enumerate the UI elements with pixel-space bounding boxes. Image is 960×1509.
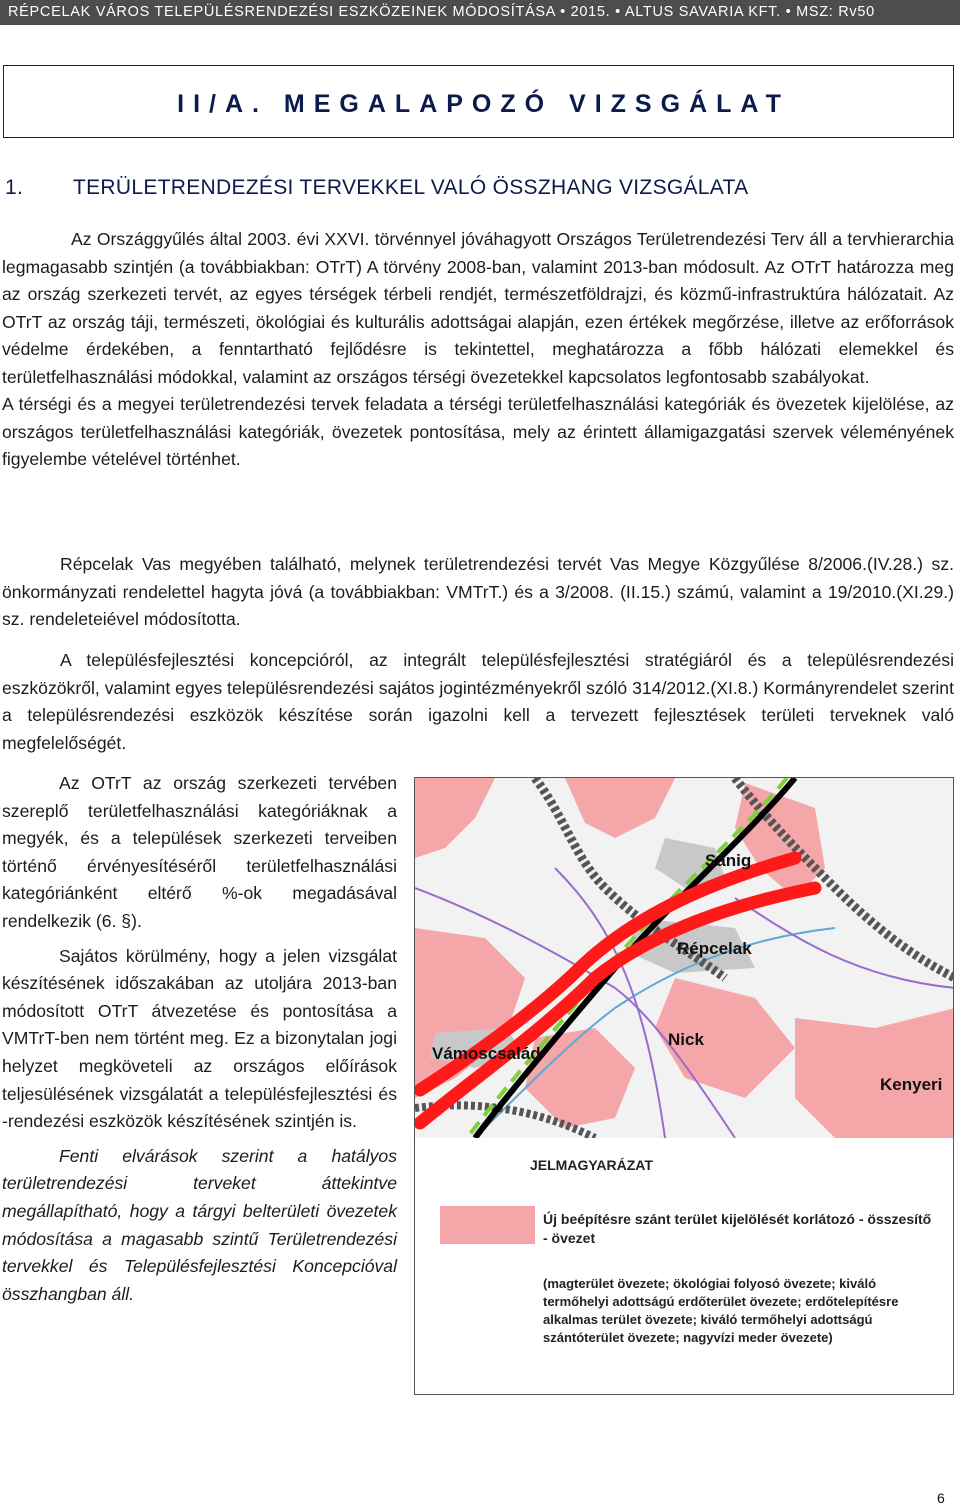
zoning-map — [414, 777, 954, 1395]
legend-note-text: (magterület övezete; ökológiai folyosó övezete; kiváló termőhelyi adottságú erdőterület övezete; erdőtelepítésre alkalmas terület övezete; kiváló termőhelyi adottságú szántóterület övezete; nagyvízi meder övezete) — [543, 1276, 899, 1345]
running-header-text: RÉPCELAK VÁROS TELEPÜLÉSRENDEZÉSI ESZKÖZEINEK MÓDOSÍTÁSA • 2015. • ALTUS SAVARIA KFT. • MSZ: Rv50 — [8, 4, 875, 20]
intro-block — [2, 226, 954, 474]
paragraph-kormanyrendelet: A településfejlesztési koncepcióról, az integrált településfejlesztési stratégiáról és a településrendezési eszközökről, valamint egyes településrendezési sajátos jogintézményekről szóló 314/2012.(XI.8.) Kormányrendelet szerint a településrendezési eszközök készítése során igazolni kell a tervezett fejlesztések területi terveknek való megfelelőségét. — [2, 650, 954, 753]
map-label-repcelak: Répcelak — [677, 939, 752, 958]
map-label-vamoscsalad: Vámoscsalád — [432, 1044, 541, 1063]
side-column — [2, 770, 397, 1308]
section-number: 1. — [5, 176, 24, 199]
legend-item-text: Új beépítésre szánt terület kijelölését korlátozó - összesítő - övezet — [543, 1211, 932, 1246]
legend-item-container — [543, 1210, 938, 1260]
vmtrt-block — [2, 551, 954, 634]
title-box — [3, 65, 954, 138]
map-label-kenyeri: Kenyeri — [880, 1075, 943, 1094]
map-label-nick: Nick — [668, 1030, 704, 1049]
legend-note-container — [543, 1275, 938, 1385]
page-title: II/A. MEGALAPOZÓ VIZSGÁLAT — [177, 90, 790, 118]
paragraph-megyei: A térségi és a megyei területrendezési tervek feladata a térségi területfelhasználási kategóriák és övezetek kijelölése, az országos területfelhasználási kategóriák, övezetek pontosítása, mely az érintett államigazgatási szervek véleményének figyelembe vételével történhet. — [2, 394, 954, 469]
side-paragraph-1: Az OTrT az ország szerkezeti tervében szereplő területfelhasználási kategóriáknak a megyék, és a települések szerkezeti terveiben történő érvényesítéséről területfelhasználási kategóriánként eltérő %-ok megadásával rendelkezik (6. §). — [2, 773, 397, 931]
section-title: TERÜLETRENDEZÉSI TERVEKKEL VALÓ ÖSSZHANG VIZSGÁLATA — [73, 176, 749, 199]
section-heading — [5, 176, 748, 200]
paragraph-vmtrt: Répcelak Vas megyében található, melynek területrendezési tervét Vas Megye Közgyűlése 8/2006.(IV.28.) sz. önkormányzati rendelettel hagyta jóvá (a továbbiakban: VMTrT.) és a 3/2008. (II.15.) számú, valamint a 19/2010.(XI.29.) sz. rendeleteiével módosította. — [2, 554, 954, 629]
running-header — [0, 0, 960, 25]
page-number: 6 — [937, 1490, 945, 1506]
paragraph-otrt: Az Országgyűlés által 2003. évi XXVI. törvénnyel jóváhagyott Országos Területrendezési Terv áll a tervhierarchia legmagasabb szintjén (a továbbiakban: OTrT) A törvény 2008-ban, valamint 2013-ban módosult. Az OTrT határozza meg az ország szerkezeti tervét, az egyes térségek térbeli rendjét, természetföldrajzi, és közmű-infrastruktúra hálózatait. Az OTrT az ország táji, természeti, ökológiai és kulturális adottságai alapján, ezen értékek megőrzése, illetve az erőforrások védelme érdekében, a fenntartható fejlődésre is tekintettel, meghatározza a főbb hálózati elemekkel és területfelhasználási módokkal, valamint az országos térségi övezetekkel kapcsolatos legfontosabb szabályokat. — [2, 229, 954, 387]
korm-block — [2, 647, 954, 757]
side-paragraph-3: Fenti elvárások szerint a hatályos területrendezési terveket áttekintve megállapítható, hogy a tárgyi belterületi övezetek módosítása a magasabb szintű Területrendezési tervekkel és Településfejlesztési Koncepcióval összhangban áll. — [2, 1145, 397, 1304]
legend-swatch — [440, 1206, 535, 1244]
side-paragraph-2: Sajátos körülmény, hogy a jelen vizsgálat készítésének időszakában az utoljára 2013-ban módosított OTrT átvezetése és pontosítása a VMTrT-ben nem történt meg. Ez a bizonytalan jogi helyzet megköveteli az országos előírások teljesülésének vizsgálatát a településfejlesztési és -rendezési eszközök készítésének szintjén is. — [2, 945, 397, 1132]
map-canvas — [415, 778, 954, 1395]
legend-title: JELMAGYARÁZAT — [530, 1157, 653, 1173]
map-label-sanig: Sánig — [705, 851, 752, 870]
